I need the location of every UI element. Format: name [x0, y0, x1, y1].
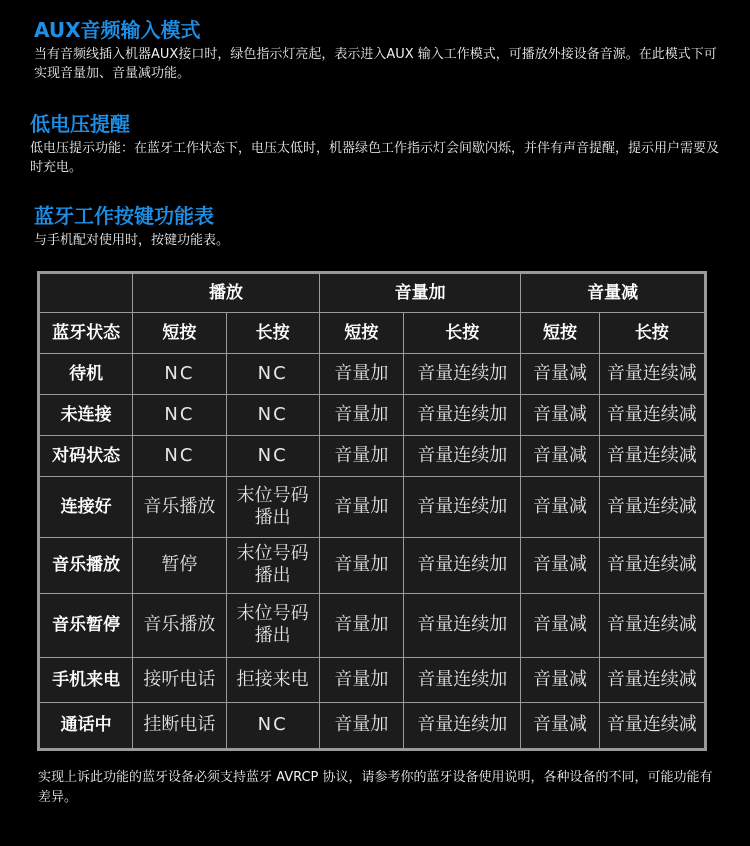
table-cell: 音量减	[521, 594, 599, 658]
table-row	[40, 657, 705, 702]
bt-keys-section	[34, 204, 720, 250]
table-cell: NC	[133, 395, 226, 436]
group-header-volume-up: 音量加	[319, 274, 521, 313]
aux-title: AUX音频输入模式	[34, 18, 201, 42]
table-cell: 音量连续加	[404, 395, 521, 436]
table-row	[40, 477, 705, 538]
table-cell: 音量连续减	[599, 594, 704, 658]
table-cell: 音量减	[521, 436, 599, 477]
table-corner-cell	[40, 274, 133, 313]
table-cell: 音量连续减	[599, 657, 704, 702]
press-header: 短按	[133, 312, 226, 353]
aux-description: 当有音频线插入机器AUX接口时，绿色指示灯亮起，表示进入AUX 输入工作模式，可播放外接设备音源。在此模式下可实现音量加、音量减功能。	[34, 47, 717, 81]
group-header-volume-down: 音量减	[521, 274, 705, 313]
press-header: 长按	[226, 312, 319, 353]
table-cell: 音量减	[521, 354, 599, 395]
table-cell: 音量加	[319, 354, 403, 395]
table-cell: 暂停	[133, 537, 226, 593]
table-row	[40, 436, 705, 477]
table-cell: 挂断电话	[133, 702, 226, 748]
table-cell: NC	[133, 436, 226, 477]
table-cell: 末位号码播出	[226, 477, 319, 538]
row-state-label: 连接好	[40, 477, 133, 538]
low-voltage-section	[30, 112, 720, 177]
aux-section	[34, 18, 720, 83]
table-cell: 音量减	[521, 657, 599, 702]
row-state-label: 对码状态	[40, 436, 133, 477]
bt-keys-description: 与手机配对使用时，按键功能表。	[34, 233, 230, 248]
table-group-header-row	[40, 274, 705, 313]
table-cell: 音量加	[319, 395, 403, 436]
table-cell: 音量加	[319, 436, 403, 477]
low-voltage-description: 低电压提示功能：在蓝牙工作状态下，电压太低时，机器绿色工作指示灯会间歇闪烁，并伴有声音提醒，提示用户需要及时充电。	[30, 141, 720, 175]
table-cell: 音量减	[521, 537, 599, 593]
table-cell: 音量连续加	[404, 537, 521, 593]
table-cell: 音乐播放	[133, 477, 226, 538]
table-cell: 音量连续减	[599, 702, 704, 748]
table-cell: 音量连续减	[599, 477, 704, 538]
bt-keys-title: 蓝牙工作按键功能表	[34, 204, 214, 228]
press-header: 短按	[521, 312, 599, 353]
table-cell: 音量加	[319, 537, 403, 593]
table-cell: 末位号码播出	[226, 537, 319, 593]
table-cell: NC	[226, 702, 319, 748]
table-cell: NC	[133, 354, 226, 395]
table-cell: 音量连续减	[599, 537, 704, 593]
row-state-label: 未连接	[40, 395, 133, 436]
table-cell: NC	[226, 436, 319, 477]
row-state-label: 通话中	[40, 702, 133, 748]
table-cell: 音量减	[521, 702, 599, 748]
table-cell: 音量连续加	[404, 477, 521, 538]
table-cell: 音量连续加	[404, 436, 521, 477]
table-cell: 音量加	[319, 657, 403, 702]
table-row	[40, 354, 705, 395]
table-row	[40, 395, 705, 436]
table-press-header-row	[40, 312, 705, 353]
footnote: 实现上诉此功能的蓝牙设备必须支持蓝牙 AVRCP 协议，请参考你的蓝牙设备使用说明，各种设备的不同，可能功能有差异。	[38, 770, 713, 805]
table-cell: 接听电话	[133, 657, 226, 702]
table-cell: 音量连续加	[404, 594, 521, 658]
table-row	[40, 702, 705, 748]
row-state-label: 音乐播放	[40, 537, 133, 593]
table-cell: 音乐播放	[133, 594, 226, 658]
state-column-header: 蓝牙状态	[40, 312, 133, 353]
table-cell: 音量连续加	[404, 657, 521, 702]
table-cell: 末位号码播出	[226, 594, 319, 658]
press-header: 短按	[319, 312, 403, 353]
table-cell: 音量加	[319, 702, 403, 748]
row-state-label: 手机来电	[40, 657, 133, 702]
row-state-label: 待机	[40, 354, 133, 395]
table-cell: 音量连续减	[599, 395, 704, 436]
table-row	[40, 537, 705, 593]
key-function-table	[37, 271, 707, 751]
low-voltage-title: 低电压提醒	[30, 112, 130, 136]
table-row	[40, 594, 705, 658]
table-cell: 音量减	[521, 395, 599, 436]
group-header-play: 播放	[133, 274, 320, 313]
table-cell: NC	[226, 395, 319, 436]
table-cell: 音量连续减	[599, 436, 704, 477]
press-header: 长按	[404, 312, 521, 353]
table-cell: 音量加	[319, 477, 403, 538]
row-state-label: 音乐暂停	[40, 594, 133, 658]
table-cell: 音量连续加	[404, 702, 521, 748]
table-cell: NC	[226, 354, 319, 395]
table-cell: 音量连续减	[599, 354, 704, 395]
table-cell: 音量连续加	[404, 354, 521, 395]
table-cell: 拒接来电	[226, 657, 319, 702]
table-cell: 音量加	[319, 594, 403, 658]
press-header: 长按	[599, 312, 704, 353]
table-cell: 音量减	[521, 477, 599, 538]
